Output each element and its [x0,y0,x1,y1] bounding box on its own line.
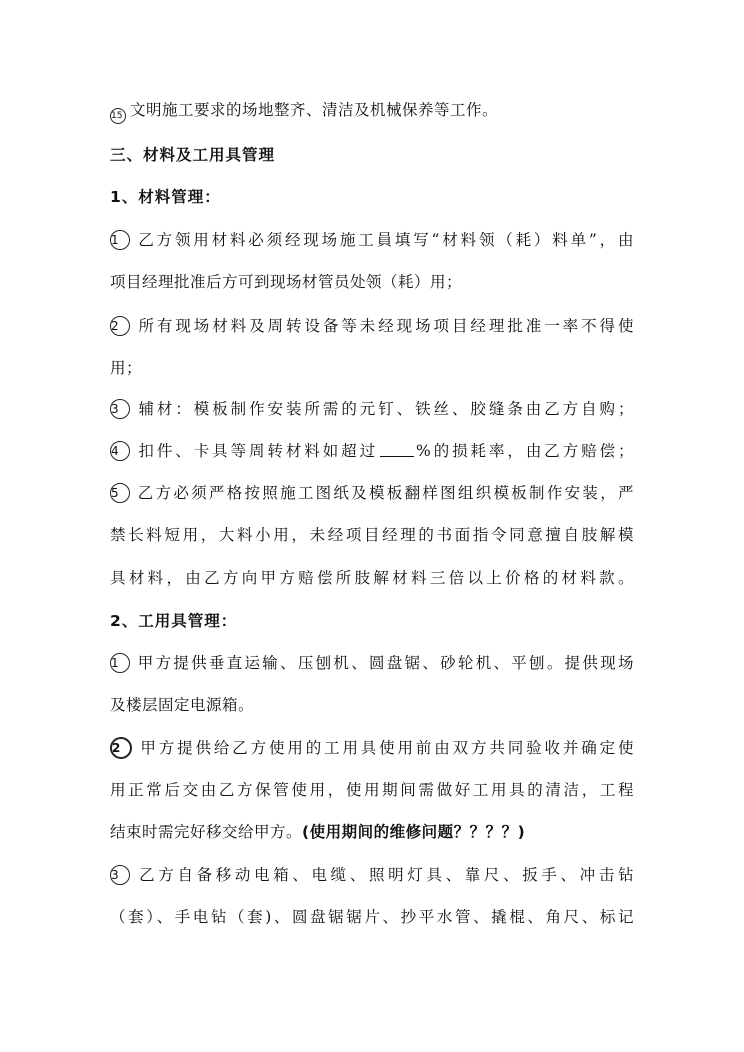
line-text: 乙方领用材料必须经现场施工員填写“材料领（耗）料单”，由 [136,231,634,249]
circled-number-marker: 2 [110,316,130,336]
paragraph-line [110,99,634,124]
line-text: 乙方必须严格按照施工图纸及模板翻样图组织模板制作安装，严 [136,484,634,502]
line-text: 甲方提供给乙方使用的工用具使用前由双方共同验收并确定使 [138,739,634,757]
line-text: %的损耗率，由乙方赔偿； [416,442,634,460]
circled-number-marker: 3 [110,399,130,419]
paragraph-line [110,652,634,674]
section-heading: 三、材料及工用具管理 [110,146,276,164]
line-text: 辅材：模板制作安装所需的元钉、铁丝、胶缝条由乙方自购； [136,400,634,418]
circled-number-marker: 1 [110,230,130,250]
paragraph-line [110,229,634,251]
fill-in-blank [380,442,414,457]
paragraph-line: 及楼层固定电源箱。 [110,696,255,714]
line-text: 扣件、卡具等周转材料如超过 [136,442,379,460]
paragraph-line [110,737,634,759]
paragraph-line [110,864,634,886]
paragraph-line: 用； [110,359,143,377]
paragraph-line: 禁长料短用，大料小用，未经项目经理的书面指令同意擅自肢解模 [110,526,634,544]
line-text: 结束时需完好移交给甲方。 [110,823,303,841]
paragraph-line [110,398,634,420]
line-text: 所有现场材料及周转设备等未经现场项目经理批准一率不得使 [136,317,634,335]
paragraph-line: 项目经理批准后方可到现场材管员处领（耗）用； [110,273,463,291]
subsection-heading: 2、工用具管理： [110,612,238,630]
circled-number-marker: 3 [110,865,130,885]
paragraph-line [110,482,634,504]
subsection-heading: 1、材料管理： [110,188,221,206]
line-text: 甲方提供垂直运输、压刨机、圆盘锯、砂轮机、平刨。提供现场 [136,654,634,672]
paragraph-line [110,821,634,843]
circled-number-marker: 2 [110,737,132,759]
paragraph-line: 具材料，由乙方向甲方赔偿所肢解材料三倍以上价格的材料款。 [110,569,634,587]
circled-number-marker: 5 [110,483,130,503]
circled-number-marker: 15 [110,108,126,124]
paragraph-line: （套）、手电钻（套)、圆盘锯锯片、抄平水管、撬棍、角尺、标记 [110,908,634,926]
paragraph-line: 用正常后交由乙方保管使用，使用期间需做好工用具的清洁，工程 [110,781,634,799]
paragraph-line [110,315,634,337]
circled-number-marker: 1 [110,653,130,673]
circled-number-marker: 4 [110,441,130,461]
line-text: 文明施工要求的场地整齐、清洁及机械保养等工作。 [130,101,499,119]
line-text: 乙方自备移动电箱、电缆、照明灯具、靠尺、扳手、冲击钻 [136,866,634,884]
paragraph-line [110,440,634,462]
bold-question-text: (使用期间的维修问题？？？？) [302,823,526,841]
